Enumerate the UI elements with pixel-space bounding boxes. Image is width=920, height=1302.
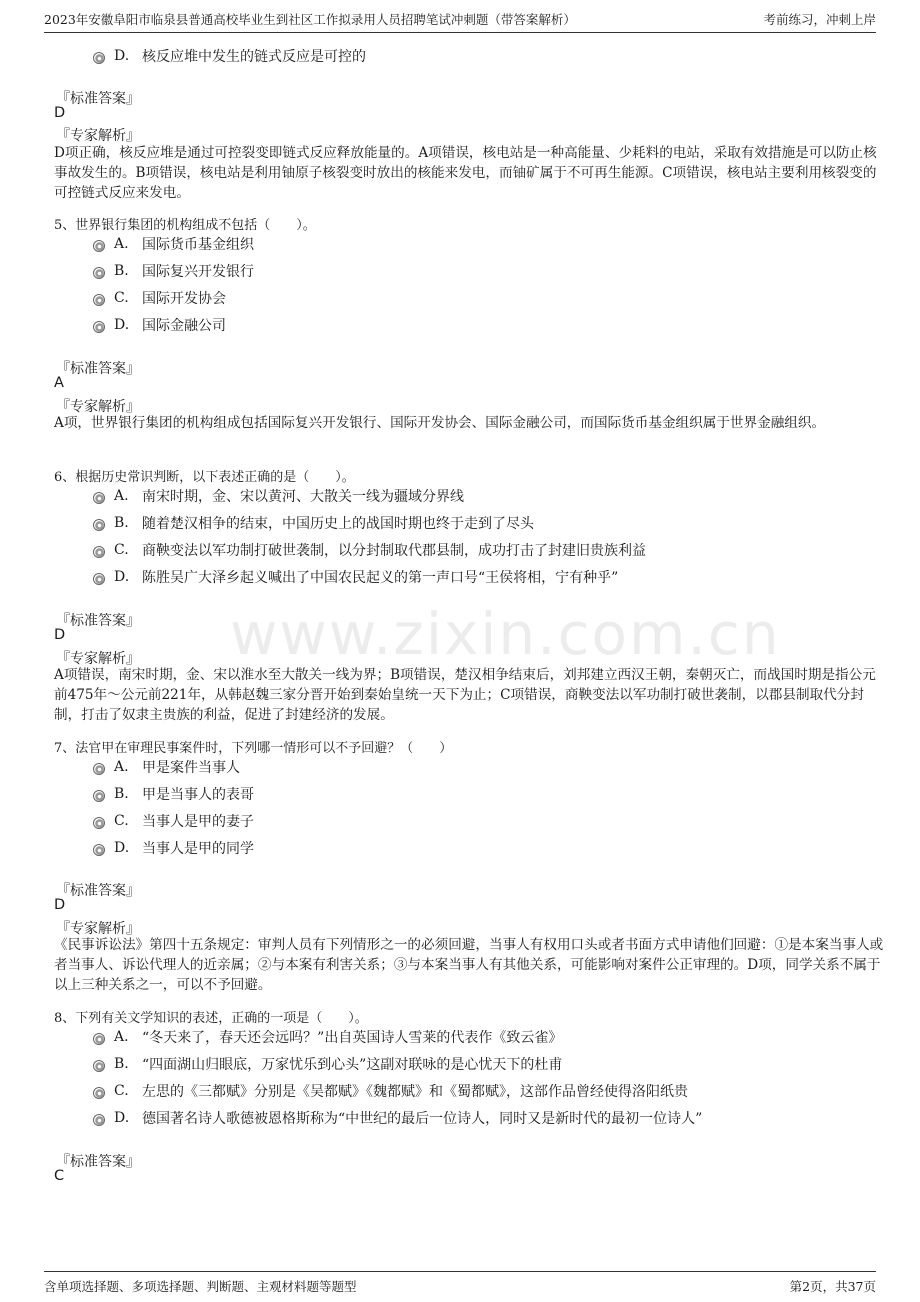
- radio-icon[interactable]: [93, 1033, 105, 1045]
- option-text: “四面湖山归眼底，万家忧乐到心头”这副对联咏的是心忧天下的杜甫: [142, 1057, 563, 1073]
- option-letter: D.: [114, 569, 130, 585]
- q5-option-c[interactable]: [93, 288, 226, 308]
- q6-question: 6、根据历史常识判断，以下表述正确的是（ ）。: [54, 470, 355, 485]
- q6-analysis: A项错误，南宋时期，金、宋以淮水至大散关一线为界；B项错误，楚汉相争结束后，刘邦建立西汉王朝，秦朝灭亡，而战国时期是指公元前475年～公元前221年，从韩赵魏三家分晋开始到秦始皇统一天下为止；C项错误，商鞅变法以军功制打破世袭制，以郡县制取代分封制，打击了奴隶主贵族的利益，促进了封建经济的发展。: [54, 667, 876, 723]
- page-footer: [44, 1271, 876, 1295]
- q6-option-d[interactable]: [93, 567, 618, 587]
- radio-icon[interactable]: [93, 546, 105, 558]
- radio-icon[interactable]: [93, 267, 105, 279]
- option-letter: A.: [114, 236, 129, 252]
- option-text: “冬天来了，春天还会远吗？”出自英国诗人雪莱的代表作《致云雀》: [142, 1030, 563, 1046]
- option-letter: C.: [114, 813, 129, 829]
- radio-icon[interactable]: [93, 492, 105, 504]
- q7-option-b[interactable]: [93, 784, 254, 804]
- q7-analysis: 《民事诉讼法》第四十五条规定：审判人员有下列情形之一的必须回避，当事人有权用口头或者书面方式申请他们回避：①是本案当事人或者当事人、诉讼代理人的近亲属；②与本案有利害关系；③与本案当事人有其他关系，可能影响对案件公正审理的。D项，同学关系不属于以上三种关系之一，可以不予回避。: [54, 937, 884, 993]
- radio-icon[interactable]: [93, 817, 105, 829]
- option-letter: A.: [114, 1029, 129, 1045]
- footer-note: 含单项选择题、多项选择题、判断题、主观材料题等题型: [44, 1279, 357, 1294]
- q5-answer: A: [54, 375, 64, 391]
- radio-icon[interactable]: [93, 321, 105, 333]
- page-header: [44, 10, 876, 33]
- q5-question: 5、世界银行集团的机构组成不包括（ ）。: [54, 218, 316, 233]
- radio-icon[interactable]: [93, 1114, 105, 1126]
- option-text: 国际金融公司: [142, 318, 226, 334]
- option-letter: B.: [114, 263, 129, 279]
- radio-icon[interactable]: [93, 573, 105, 585]
- q4-analysis: D项正确，核反应堆是通过可控裂变即链式反应释放能量的。A项错误，核电站是一种高能量、少耗料的电站，采取有效措施是可以防止核事故发生的。B项错误，核电站是利用铀原子核裂变时放出的核能来发电，而铀矿属于不可再生能源。C项错误，核电站主要利用核裂变的可控链式反应来发电。: [54, 145, 877, 201]
- answer-label: 『标准答案』: [56, 91, 140, 107]
- option-letter: C.: [114, 290, 129, 306]
- option-text: 国际复兴开发银行: [142, 264, 254, 280]
- q8-option-b[interactable]: [93, 1054, 562, 1074]
- option-text: 随着楚汉相争的结束，中国历史上的战国时期也终于走到了尽头: [142, 516, 534, 532]
- radio-icon[interactable]: [93, 240, 105, 252]
- q5-option-b[interactable]: [93, 261, 254, 281]
- q7-option-a[interactable]: [93, 757, 240, 777]
- radio-icon[interactable]: [93, 1060, 105, 1072]
- answer-label: 『标准答案』: [56, 361, 140, 377]
- watermark: www.zixin.com.cn: [230, 600, 781, 668]
- option-letter: D.: [114, 48, 130, 64]
- option-text: 商鞅变法以军功制打破世袭制，以分封制取代郡县制，成功打击了封建旧贵族利益: [142, 543, 646, 559]
- option-text: 国际开发协会: [142, 291, 226, 307]
- q8-option-a[interactable]: [93, 1027, 562, 1047]
- radio-icon[interactable]: [93, 1087, 105, 1099]
- q7-answer: D: [54, 897, 66, 913]
- answer-label: 『标准答案』: [56, 883, 140, 899]
- option-text: 甲是当事人的表哥: [142, 787, 254, 803]
- answer-label: 『标准答案』: [56, 613, 140, 629]
- analysis-label: 『专家解析』: [56, 399, 140, 415]
- q5-option-a[interactable]: [93, 234, 254, 254]
- q8-option-c[interactable]: [93, 1081, 688, 1101]
- option-letter: C.: [114, 542, 129, 558]
- option-letter: D.: [114, 840, 130, 856]
- option-letter: B.: [114, 1056, 129, 1072]
- option-text: 国际货币基金组织: [142, 237, 254, 253]
- answer-label: 『标准答案』: [56, 1154, 140, 1170]
- q8-option-d[interactable]: [93, 1108, 702, 1128]
- analysis-label: 『专家解析』: [56, 921, 140, 937]
- option-text: 陈胜吴广大泽乡起义喊出了中国农民起义的第一声口号“王侯将相，宁有种乎”: [142, 570, 619, 586]
- option-letter: A.: [114, 759, 129, 775]
- header-slogan: 考前练习，冲刺上岸: [763, 12, 876, 27]
- option-letter: B.: [114, 786, 129, 802]
- q5-analysis: A项，世界银行集团的机构组成包括国际复兴开发银行、国际开发协会、国际金融公司，而国际货币基金组织属于世界金融组织。: [54, 415, 826, 431]
- radio-icon[interactable]: [93, 294, 105, 306]
- radio-icon[interactable]: [93, 790, 105, 802]
- q7-option-c[interactable]: [93, 811, 254, 831]
- option-letter: D.: [114, 317, 130, 333]
- q6-option-a[interactable]: [93, 486, 464, 506]
- analysis-label: 『专家解析』: [56, 128, 140, 144]
- q6-option-c[interactable]: [93, 540, 646, 560]
- q7-question: 7、法官甲在审理民事案件时，下列哪一情形可以不予回避？（ ）: [54, 741, 453, 756]
- radio-icon[interactable]: [93, 763, 105, 775]
- page-number: 第2页，共37页: [789, 1279, 876, 1294]
- q6-answer: D: [54, 627, 66, 643]
- option-text: 左思的《三都赋》分别是《吴都赋》《魏都赋》和《蜀都赋》，这部作品曾经使得洛阳纸贵: [142, 1084, 688, 1100]
- radio-icon[interactable]: [93, 519, 105, 531]
- q7-option-d[interactable]: [93, 838, 254, 858]
- option-letter: A.: [114, 488, 129, 504]
- option-letter: C.: [114, 1083, 129, 1099]
- q4-option-d[interactable]: [93, 46, 366, 66]
- radio-icon[interactable]: [93, 52, 105, 64]
- q5-option-d[interactable]: [93, 315, 226, 335]
- q8-question: 8、下列有关文学知识的表述，正确的一项是（ ）。: [54, 1011, 368, 1026]
- q8-answer: C: [54, 1168, 65, 1184]
- option-text: 德国著名诗人歌德被恩格斯称为“中世纪的最后一位诗人，同时又是新时代的最初一位诗人”: [142, 1111, 703, 1127]
- q4-answer: D: [54, 105, 66, 121]
- radio-icon[interactable]: [93, 844, 105, 856]
- option-text: 当事人是甲的妻子: [142, 814, 254, 830]
- option-letter: D.: [114, 1110, 130, 1126]
- analysis-label: 『专家解析』: [56, 651, 140, 667]
- document-title: 2023年安徽阜阳市临泉县普通高校毕业生到社区工作拟录用人员招聘笔试冲刺题（带答案解析）: [44, 12, 576, 27]
- option-text: 当事人是甲的同学: [142, 841, 254, 857]
- option-text: 核反应堆中发生的链式反应是可控的: [142, 49, 366, 65]
- option-text: 南宋时期，金、宋以黄河、大散关一线为疆域分界线: [142, 489, 464, 505]
- q6-option-b[interactable]: [93, 513, 534, 533]
- option-text: 甲是案件当事人: [142, 760, 240, 776]
- option-letter: B.: [114, 515, 129, 531]
